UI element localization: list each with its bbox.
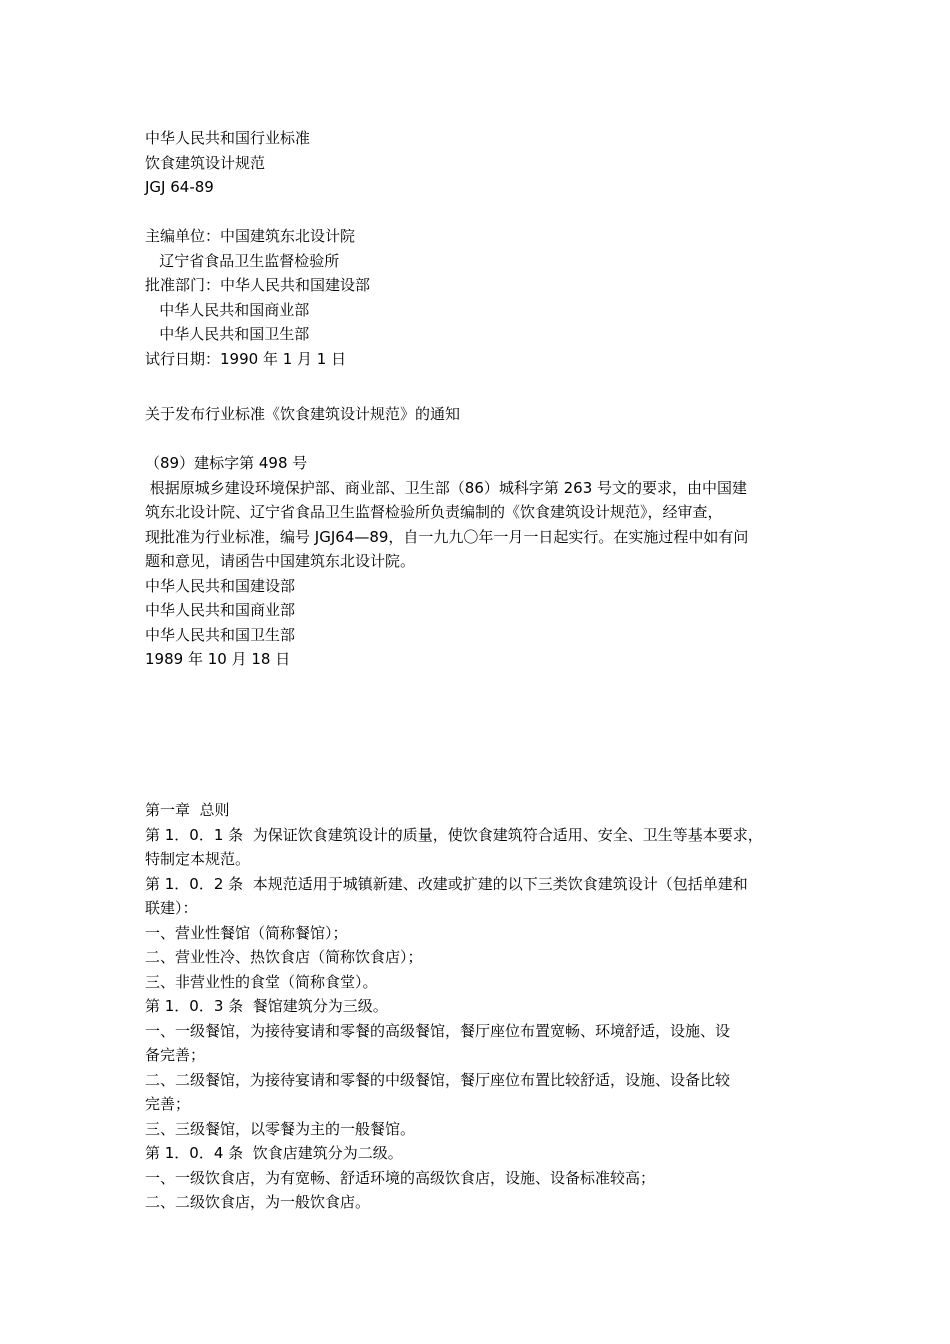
approver-3: 中华人民共和国卫生部 — [145, 325, 310, 343]
chapter-line: 第 1．0．1 条 为保证饮食建筑设计的质量，使饮食建筑符合适用、安全、卫生等基本要求， — [145, 825, 763, 844]
notice-date: 1989 年 10 月 18 日 — [145, 650, 291, 668]
approver-2: 中华人民共和国商业部 — [145, 300, 310, 319]
notice-body-line: 现批准为行业标准，编号 JGJ64—89，自一九九〇年一月一日起实行。在实施过程中如有问 — [145, 527, 749, 546]
approver-1: 批准部门：中华人民共和国建设部 — [145, 276, 371, 294]
chapter-line: 特制定本规范。 — [145, 850, 251, 868]
notice-body-line: 筑东北设计院、辽宁省食品卫生监督检验所负责编制的《饮食建筑设计规范》，经审查， — [145, 503, 723, 521]
standard-type: 中华人民共和国行业标准 — [145, 129, 311, 147]
notice-signer: 中华人民共和国商业部 — [145, 601, 296, 619]
chapter-title: 第一章 总则 — [145, 801, 230, 819]
chapter-line: 一、营业性餐馆（简称餐馆）； — [145, 923, 348, 942]
editor-unit-1: 主编单位：中国建筑东北设计院 — [145, 227, 356, 245]
notice-section — [145, 402, 825, 672]
notice-title: 关于发布行业标准《饮食建筑设计规范》的通知 — [145, 405, 461, 423]
chapter-line: 二、二级饮食店，为一般饮食店。 — [145, 1193, 371, 1211]
document-title: 饮食建筑设计规范 — [145, 153, 266, 172]
notice-signer: 中华人民共和国建设部 — [145, 576, 296, 595]
chapter-line: 一、一级餐馆，为接待宴请和零餐的高级餐馆，餐厅座位布置宽畅、环境舒适，设施、设 — [145, 1021, 731, 1040]
trial-date: 试行日期：1990 年 1 月 1 日 — [145, 349, 347, 368]
chapter-line: 二、二级餐馆，为接待宴请和零餐的中级餐馆，餐厅座位布置比较舒适，设施、设备比较 — [145, 1070, 731, 1089]
chapter-line: 备完善； — [145, 1046, 206, 1064]
chapter-section — [145, 798, 825, 1215]
document-header — [145, 126, 825, 371]
chapter-line: 联建）： — [145, 899, 198, 917]
notice-doc-number: （89）建标字第 498 号 — [145, 454, 308, 472]
chapter-line: 三、非营业性的食堂（简称食堂）。 — [145, 972, 378, 991]
notice-body-line: 根据原城乡建设环境保护部、商业部、卫生部（86）城科字第 263 号文的要求，由中国建 — [145, 478, 748, 497]
chapter-line: 一、一级饮食店，为有宽畅、舒适环境的高级饮食店，设施、设备标准较高； — [145, 1168, 656, 1187]
notice-body-line: 题和意见，请函告中国建筑东北设计院。 — [145, 552, 416, 570]
notice-signer: 中华人民共和国卫生部 — [145, 625, 296, 644]
chapter-line: 完善； — [145, 1095, 191, 1113]
chapter-line: 第 1．0．4 条 饮食店建筑分为二级。 — [145, 1144, 403, 1162]
editor-unit-2: 辽宁省食品卫生监督检验所 — [145, 251, 340, 270]
chapter-line: 二、营业性冷、热饮食店（简称饮食店）； — [145, 948, 423, 966]
chapter-line: 第 1．0．2 条 本规范适用于城镇新建、改建或扩建的以下三类饮食建筑设计（包括单建和 — [145, 874, 748, 893]
chapter-line: 三、三级餐馆，以零餐为主的一般餐馆。 — [145, 1119, 416, 1138]
chapter-line: 第 1．0．3 条 餐馆建筑分为三级。 — [145, 997, 388, 1015]
standard-code: JGJ 64-89 — [145, 178, 214, 196]
